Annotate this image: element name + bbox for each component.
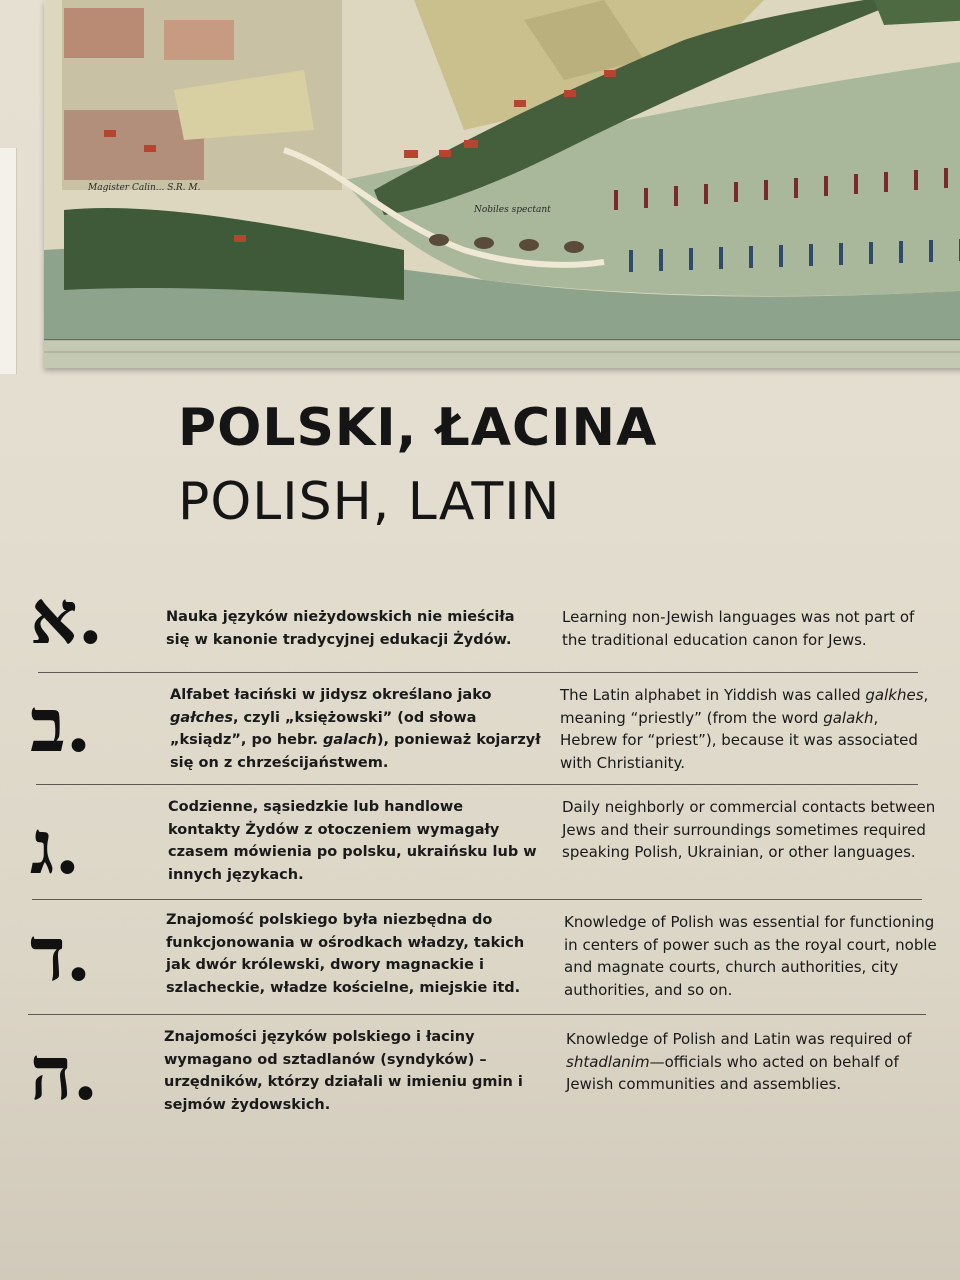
side-info-card — [0, 148, 17, 374]
polish-text — [170, 684, 542, 774]
english-text — [560, 684, 940, 774]
text-segment: , meaning “priestly” (from the word — [560, 686, 929, 727]
row-divider — [32, 899, 922, 900]
map-label-procession: Nobiles spectant — [474, 205, 551, 215]
hebrew-letter: ב. — [30, 683, 92, 769]
text-segment: Daily neighborly or commercial contacts between Jews and their surroundings sometimes required speaking Polish, Ukrainian, or other languages. — [562, 798, 936, 861]
text-segment: Alfabet łaciński w jidysz określano jako — [170, 687, 492, 703]
english-text — [562, 796, 942, 864]
text-segment: ), ponieważ kojarzył się on z chrześcijaństwem. — [170, 732, 541, 771]
italic-term: galakh — [823, 708, 874, 727]
text-segment: Knowledge of Polish was essential for functioning in centers of power such as the royal court, noble and magnate courts, church authorities, city authorities, and so on. — [564, 913, 937, 999]
italic-term: shtadlanim — [566, 1052, 650, 1071]
text-segment: Znajomość polskiego była niezbędna do funkcjonowania w ośrodkach władzy, takich jak dwór królewski, dwory magnackie i szlacheckie, władze kościelne, miejskie itd. — [166, 912, 525, 996]
text-segment: Znajomości języków polskiego i łaciny wymagano od sztadlanów (syndyków) – urzędników, którzy działali w imieniu gmin i sejmów żydowskich. — [164, 1029, 523, 1113]
english-text — [566, 1028, 946, 1096]
english-text — [564, 911, 944, 1001]
text-segment: —officials who acted on behalf of Jewish communities and assemblies. — [566, 1052, 899, 1093]
text-segment: Codzienne, sąsiedzkie lub handlowe kontakty Żydów z otoczeniem wymagały czasem mówienia po polsku, ukraińsku lub w innych językach. — [168, 799, 537, 883]
text-segment: Learning non-Jewish languages was not part of the traditional education canon for Jews. — [562, 608, 915, 649]
title-polish: POLSKI, ŁACINA — [178, 398, 658, 458]
italic-term: gałches — [170, 709, 233, 726]
hebrew-letter: ה. — [30, 1031, 99, 1117]
polish-text — [168, 796, 540, 886]
row-divider — [28, 1014, 926, 1015]
row-divider — [38, 672, 918, 673]
text-segment: , czyli „księżowski” (od słowa „ksiądz”, po hebr. — [170, 709, 477, 748]
text-segment: , Hebrew for “priest”), because it was associated with Christianity. — [560, 708, 918, 772]
italic-term: galach — [323, 732, 377, 748]
text-segment: The Latin alphabet in Yiddish was called — [560, 686, 866, 704]
hebrew-letter: ד. — [30, 912, 92, 998]
english-text — [562, 606, 942, 651]
historical-map-illustration — [44, 0, 960, 368]
italic-term: galkhes — [865, 686, 924, 704]
row-divider — [36, 784, 918, 785]
hebrew-letter: ג. — [30, 805, 81, 891]
polish-text — [166, 909, 538, 999]
polish-text — [164, 1026, 536, 1116]
text-segment: Nauka języków nieżydowskich nie mieściła się w kanonie tradycyjnej edukacji Żydów. — [166, 609, 515, 648]
polish-text — [166, 606, 538, 651]
map-label-surveyor: Magister Calin... S.R. M. — [88, 183, 201, 193]
title-english: POLISH, LATIN — [178, 472, 561, 532]
hebrew-letter: א. — [30, 575, 104, 661]
text-segment: Knowledge of Polish and Latin was required of — [566, 1030, 912, 1048]
